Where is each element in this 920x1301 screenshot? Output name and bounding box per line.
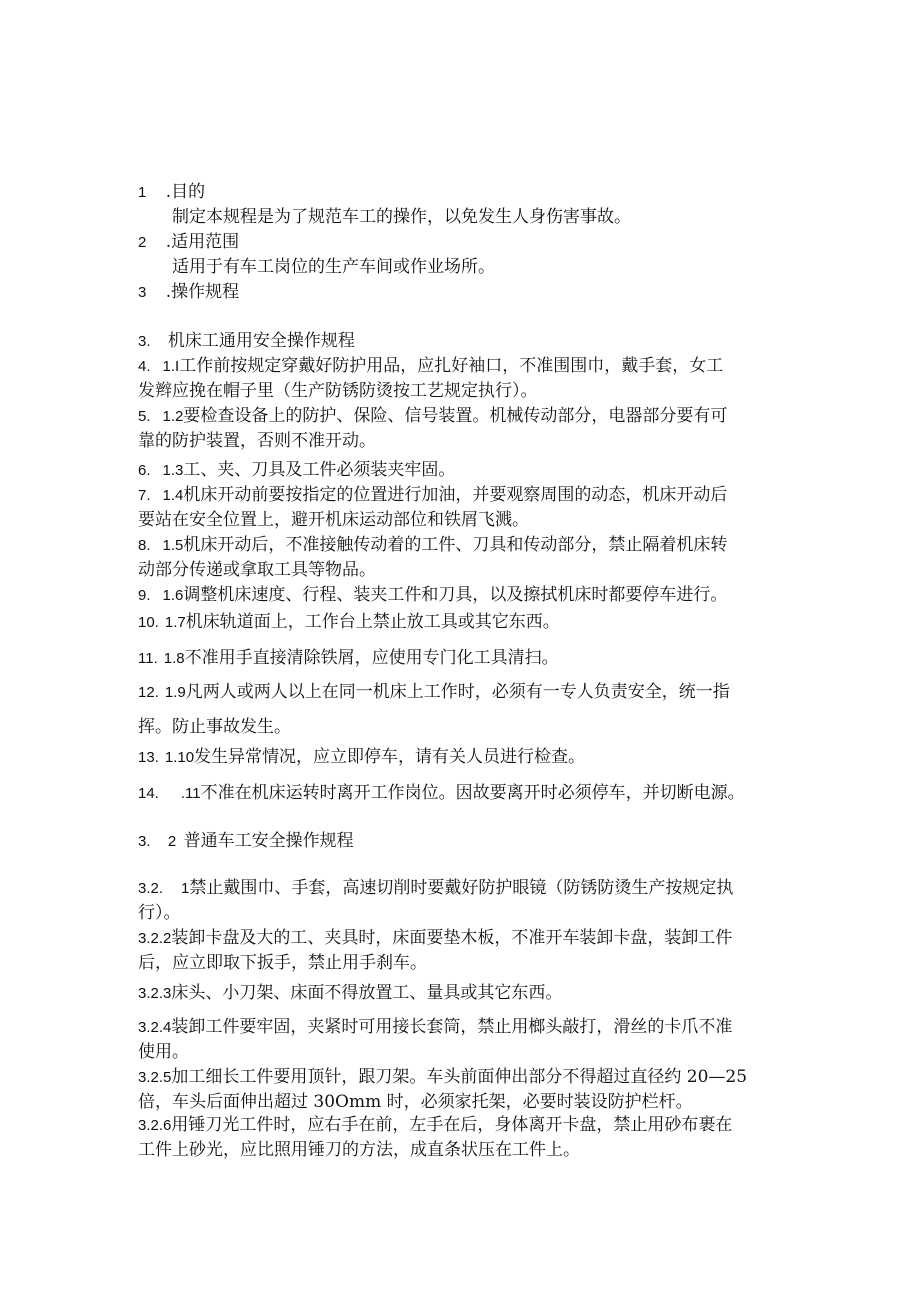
item-text: 凡两人或两人以上在同一机床上工作时，必须有一专人负责安全，统一指 [185, 682, 730, 702]
list-item [138, 355, 723, 402]
item-text-continued: 工件上砂光，应比照用锤刀的方法，成直条状压在工件上。 [138, 1140, 580, 1160]
list-item [138, 405, 727, 452]
item-number: 3.2. [138, 880, 164, 897]
item-number: 3.2.6 [138, 1117, 172, 1134]
list-item [138, 534, 727, 581]
section-number: 2 [138, 234, 147, 251]
section-heading [138, 281, 239, 304]
list-item [138, 459, 455, 482]
item-subnumber: 1.3 [162, 462, 184, 479]
item-text: 调整机床速度、行程、装夹工件和刀具，以及擦拭机床时都要停车进行。 [183, 585, 728, 605]
list-item [138, 782, 745, 805]
item-text: 机床轨道面上，工作台上禁止放工具或其它东西。 [185, 612, 560, 632]
item-text: 要检查设备上的防护、保险、信号装置。机械传动部分，电器部分要有可 [183, 406, 728, 426]
item-text-continued: 使用。 [138, 1042, 189, 1062]
item-text-continued: 要站在安全位置上，避开机床运动部位和铁屑飞溅。 [138, 510, 529, 530]
item-subnumber: 1.10 [164, 749, 195, 766]
item-number: 13. [138, 749, 159, 766]
list-item [138, 647, 559, 670]
subsection-number: 3. [138, 333, 151, 350]
list-item [138, 1066, 747, 1113]
item-text-continued: 动部分传递或拿取工具等物品。 [138, 560, 376, 580]
list-item [138, 746, 585, 769]
item-text: 机床开动后，不准接触传动着的工件、刀具和传动部分，禁止隔着机床转 [183, 535, 728, 555]
item-number: 3.2.4 [138, 1019, 172, 1036]
subsection-title: 机床工通用安全操作规程 [167, 331, 355, 351]
item-subnumber: .11 [180, 785, 201, 802]
list-item [138, 1114, 732, 1161]
item-text: 不准用手直接清除铁屑，应使用专门化工具清扫。 [184, 648, 559, 668]
list-item [138, 584, 727, 607]
section-title: .适用范围 [165, 232, 240, 252]
list-item [138, 877, 733, 924]
item-number: 3.2.5 [138, 1069, 172, 1086]
scope-text: 适用于有车工岗位的生产车间或作业场所。 [172, 257, 495, 277]
subsection-subnumber: 2 [167, 833, 177, 850]
list-item [138, 484, 727, 531]
item-number: 9. [138, 587, 151, 604]
item-text: 装卸卡盘及大的工、夹具时，床面要垫木板，不准开车装卸卡盘，装卸工件 [171, 928, 733, 948]
item-number: 3.2.3 [138, 985, 172, 1002]
section-title: .操作规程 [165, 282, 240, 302]
item-number: 11. [138, 650, 158, 667]
item-number: 4. [138, 358, 151, 375]
item-text: 用锤刀光工件时，应右手在前，左手在后，身体离开卡盘，禁止用砂布裹在 [171, 1115, 733, 1135]
item-number: 7. [138, 487, 151, 504]
item-subnumber: 1.9 [164, 684, 186, 701]
item-number: 14. [138, 785, 159, 802]
list-item [138, 982, 562, 1005]
item-text: 装卸工件要牢固，夹紧时可用接长套筒，禁止用榔头敲打，滑丝的卡爪不准 [171, 1017, 733, 1037]
subsection-heading [138, 330, 355, 353]
item-text: 床头、小刀架、床面不得放置工、量具或其它东西。 [171, 983, 563, 1003]
item-subnumber: 1.2 [162, 408, 184, 425]
subsection-number: 3. [138, 833, 151, 850]
section-heading [138, 231, 239, 254]
section-heading [138, 181, 205, 204]
item-number: 8. [138, 537, 151, 554]
item-text: 加工细长工件要用顶针，跟刀架。车头前面伸出部分不得超过直径约 20—25 [171, 1067, 748, 1087]
item-number: 10. [138, 614, 159, 631]
item-subnumber: 1.5 [162, 537, 184, 554]
item-text: 工、夹、刀具及工件必须装夹牢固。 [183, 460, 456, 480]
item-number: 5. [138, 408, 151, 425]
item-number: 6. [138, 462, 151, 479]
item-text: 发生异常情况，应立即停车，请有关人员进行检查。 [194, 747, 586, 767]
section-number: 3 [138, 284, 147, 301]
list-item [138, 681, 730, 738]
list-item [138, 611, 560, 634]
subsection-title: 普通车工安全操作规程 [183, 831, 354, 851]
item-subnumber: 1 [181, 880, 190, 897]
subsection-heading [138, 830, 354, 853]
item-text-continued: 挥。防止事故发生。 [138, 717, 291, 737]
section-number: 1 [138, 184, 147, 201]
item-subnumber: 1.7 [164, 614, 186, 631]
item-text: 不准在机床运转时离开工作岗位。因故要离开时必须停车，并切断电源。 [200, 783, 745, 803]
item-text-continued: 行）。 [138, 903, 181, 923]
item-text-continued: 后，应立即取下扳手，禁止用手刹车。 [138, 953, 427, 973]
item-number: 12. [138, 684, 159, 701]
item-subnumber: 1.8 [163, 650, 185, 667]
item-text-continued: 倍，车头后面伸出超过 30Omm 时，必须家托架，必要时装设防护栏杆。 [138, 1092, 693, 1112]
item-text-continued: 靠的防护装置，否则不准开动。 [138, 431, 376, 451]
item-subnumber: 1.4 [162, 487, 184, 504]
section-title: .目的 [165, 182, 206, 202]
item-number: 3.2.2 [138, 930, 172, 947]
list-item [138, 927, 732, 974]
list-item [138, 1016, 732, 1063]
item-text: 工作前按规定穿戴好防护用品，应扎好袖口，不准围围巾，戴手套，女工 [179, 356, 724, 376]
item-text: 机床开动前要按指定的位置进行加油，并要观察周围的动态，机床开动后 [183, 485, 728, 505]
item-subnumber: 1.6 [162, 587, 184, 604]
item-text: 禁止戴围巾、手套，高速切削时要戴好防护眼镜（防锈防烫生产按规定执 [189, 878, 734, 898]
item-text-continued: 发辫应挽在帽子里（生产防锈防烫按工艺规定执行）。 [138, 381, 538, 401]
item-subnumber: 1.I [162, 358, 180, 375]
purpose-text: 制定本规程是为了规范车工的操作，以免发生人身伤害事故。 [172, 207, 631, 227]
